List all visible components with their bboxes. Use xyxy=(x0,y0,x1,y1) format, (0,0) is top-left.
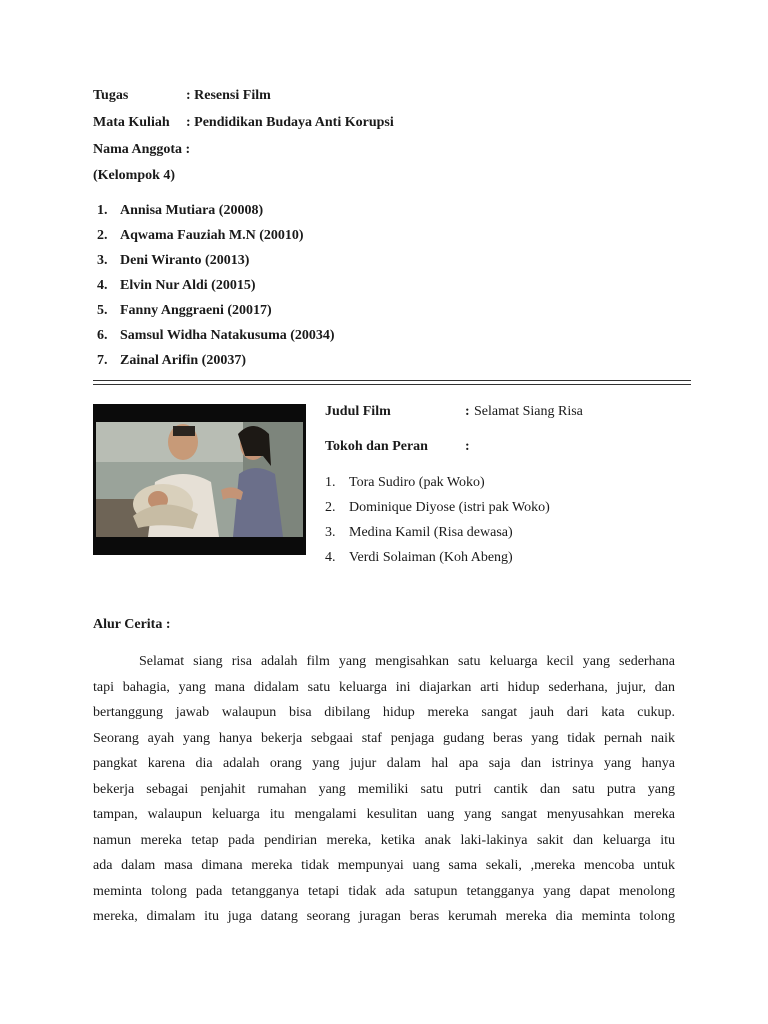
story-line: namun mereka tetap pada pendirian mereka, ketika anak laki-lakinya sakit dan keluarga itu xyxy=(93,832,675,848)
list-item: 2. Dominique Diyose (istri pak Woko) xyxy=(325,500,550,515)
course-row xyxy=(93,115,394,131)
course-label: Mata Kuliah xyxy=(93,115,170,130)
cast-heading-row xyxy=(325,439,470,455)
member-list xyxy=(97,198,335,373)
film-title-value: Selamat Siang Risa xyxy=(474,404,583,419)
list-item: 1. Annisa Mutiara (20008) xyxy=(97,203,264,218)
film-title-label: Judul Film xyxy=(325,404,391,419)
story-line: tapi bahagia, yang mana didalam satu keluarga ini diajarkan arti hidup sederhana, jujur, dan xyxy=(93,679,675,695)
task-row xyxy=(93,88,271,104)
list-item: 2. Aqwama Fauziah M.N (20010) xyxy=(97,228,304,243)
film-still-image xyxy=(93,404,306,555)
task-label: Tugas xyxy=(93,88,129,103)
story-line: bertanggung jawab walaupun bisa dibilang hidup mereka sangat jauh dari kata cukup. xyxy=(93,705,675,720)
list-item: 4. Elvin Nur Aldi (20015) xyxy=(97,278,256,293)
cast-label: Tokoh dan Peran xyxy=(325,439,428,454)
list-item: 5. Fanny Anggraeni (20017) xyxy=(97,303,272,318)
list-item: 3. Deni Wiranto (20013) xyxy=(97,253,250,268)
task-value: : Resensi Film xyxy=(186,88,271,103)
story-line: bekerja sebagai penjahit rumahan yang memiliki satu putri cantik dan satu putra yang xyxy=(93,781,675,797)
list-item: 1. Tora Sudiro (pak Woko) xyxy=(325,475,485,490)
group-label: (Kelompok 4) xyxy=(93,168,176,183)
story-paragraph xyxy=(93,649,675,930)
story-line: Seorang ayah yang hanya bekerja sebgaai staf penjaga gudang beras yang tidak pernah naik xyxy=(93,730,675,746)
story-line: mereka, dimalam itu juga datang seorang juragan beras kerumah mereka dia meminta tolong xyxy=(93,909,675,924)
story-line: meminta tolong pada tetangganya tetapi tidak ada satupun tetangganya yang dapat menolong xyxy=(93,883,675,899)
course-value: : Pendidikan Budaya Anti Korupsi xyxy=(186,115,394,130)
story-line: pangkat karena dia adalah orang yang jujur dalam hal apa saja dan istrinya yang hanya xyxy=(93,756,675,771)
members-heading: Nama Anggota : xyxy=(93,142,191,157)
film-still-illustration xyxy=(93,404,306,555)
story-heading: Alur Cerita : xyxy=(93,617,171,632)
film-title-row xyxy=(325,404,583,420)
divider-top xyxy=(93,380,691,381)
film-title-sep: : xyxy=(465,404,470,419)
divider-bottom xyxy=(93,384,691,385)
story-line: Selamat siang risa adalah film yang mengisahkan satu keluarga kecil yang sederhana xyxy=(139,654,675,669)
list-item: 7. Zainal Arifin (20037) xyxy=(97,353,247,368)
story-line: ada dalam masa dimana mereka tidak mempunyai uang sama sekali, ,mereka mencoba untuk xyxy=(93,858,675,873)
list-item: 4. Verdi Solaiman (Koh Abeng) xyxy=(325,550,513,565)
list-item: 6. Samsul Widha Natakusuma (20034) xyxy=(97,328,335,343)
list-item: 3. Medina Kamil (Risa dewasa) xyxy=(325,525,513,540)
cast-sep: : xyxy=(465,439,470,454)
cast-list xyxy=(325,470,550,570)
story-line: tampan, walaupun keluarga itu mengalami kesulitan uang yang sangat menyusahkan mereka xyxy=(93,807,675,822)
